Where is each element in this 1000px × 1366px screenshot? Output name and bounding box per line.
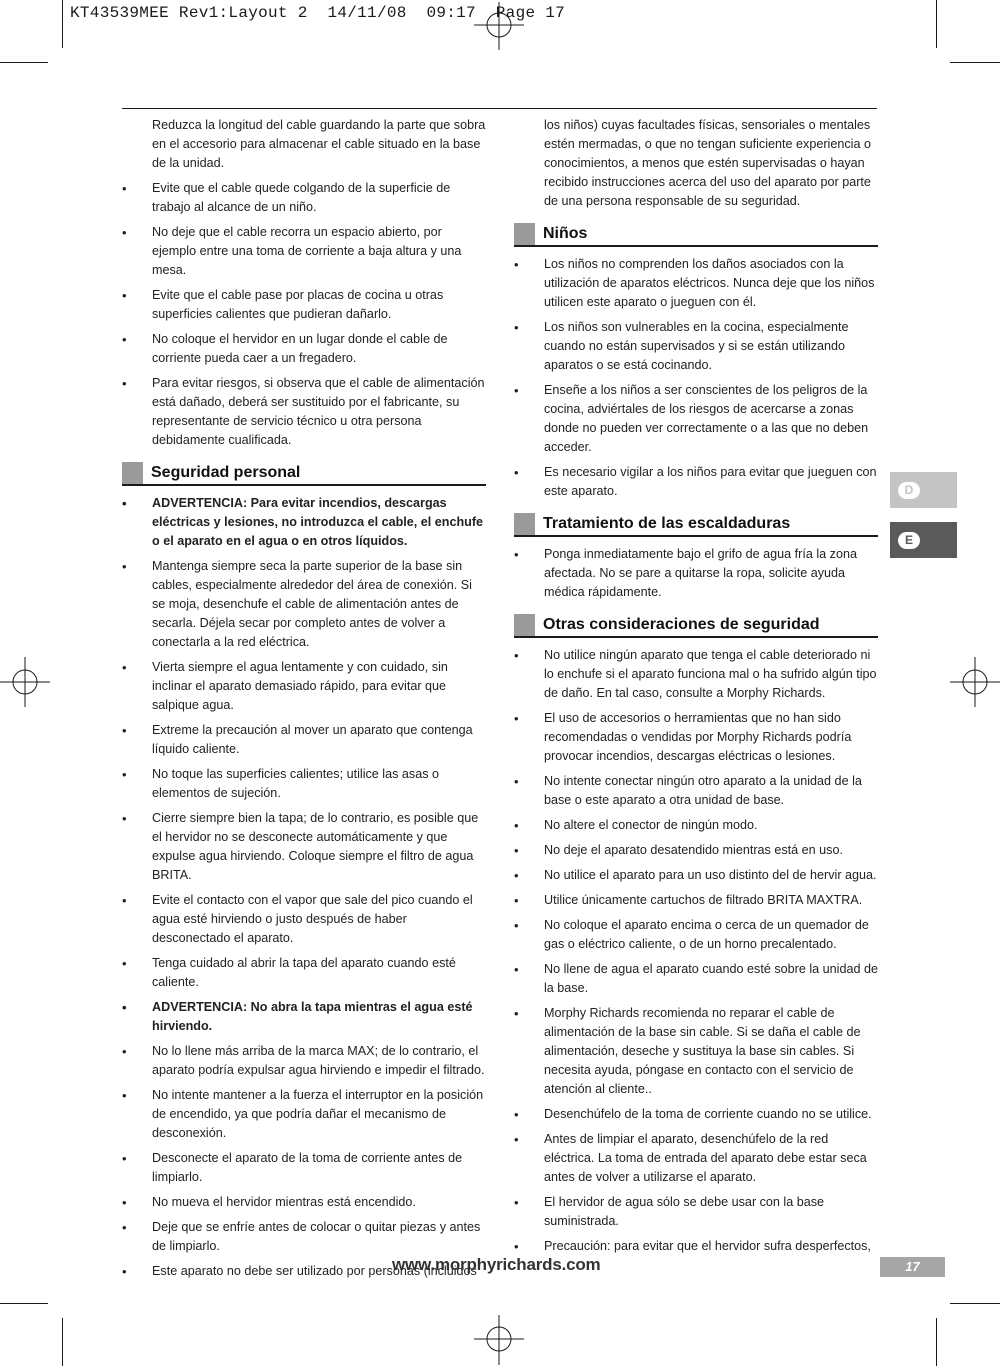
- section-title: Niños: [543, 225, 588, 242]
- list-item: • Enseñe a los niños a ser conscientes de los peligros de la cocina, adviértales de los riesgos de acercarse a zonas donde no pueden ver correctamente o a las que no deben acceder.: [514, 381, 878, 457]
- list-item: • Vierta siempre el agua lentamente y con cuidado, sin inclinar el aparato demasiado rápido, para evitar que salpique agua.: [122, 658, 486, 715]
- list-item: • El uso de accesorios o herramientas que no han sido recomendadas o vendidas por Morphy Richards podría provocar incendios, descargas eléctricas o lesiones.: [514, 709, 878, 766]
- list-item: • No llene de agua el aparato cuando esté sobre la unidad de la base.: [514, 960, 878, 998]
- registration-mark-icon: [950, 657, 1000, 707]
- page-number: 17: [880, 1257, 945, 1277]
- right-column: [514, 116, 878, 1262]
- section-marker: [122, 462, 143, 484]
- list-item: • Utilice únicamente cartuchos de filtrado BRITA MAXTRA.: [514, 891, 878, 910]
- section-marker: [514, 614, 535, 636]
- registration-mark-icon: [474, 1315, 524, 1365]
- list-item: • No intente conectar ningún otro aparato a la unidad de la base o este aparato a otra unidad de base.: [514, 772, 878, 810]
- crop-mark: [936, 0, 937, 48]
- section-heading-ninos: [514, 223, 878, 247]
- list-item: • Evite que el cable quede colgando de la superficie de trabajo al alcance de un niño.: [122, 179, 486, 217]
- section-marker: [514, 513, 535, 535]
- list-item: • Para evitar riesgos, si observa que el cable de alimentación está dañado, deberá ser sustituido por el fabricante, su representante de servicio técnico u otra persona debidamente cualificada.: [122, 374, 486, 450]
- crop-mark: [0, 62, 48, 63]
- list-item: • Desenchúfelo de la toma de corriente cuando no se utilice.: [514, 1105, 878, 1124]
- list-item: • No lo llene más arriba de la marca MAX; de lo contrario, el aparato podría expulsar agua hirviendo e impedir el filtrado.: [122, 1042, 486, 1080]
- list-item: • Desconecte el aparato de la toma de corriente antes de limpiarlo.: [122, 1149, 486, 1187]
- section-heading-personal: [122, 462, 486, 486]
- list-item: • No toque las superficies calientes; utilice las asas o elementos de sujeción.: [122, 765, 486, 803]
- section-marker: [514, 223, 535, 245]
- crop-mark: [936, 1318, 937, 1366]
- printer-slug: KT43539MEE Rev1:Layout 2 14/11/08 09:17 Page 17: [70, 4, 566, 22]
- section-heading-escaldaduras: [514, 513, 878, 537]
- language-tab-label: D: [898, 482, 920, 499]
- list-item: • No intente mantener a la fuerza el interruptor en la posición de encendido, ya que podría dañar el mecanismo de desconexión.: [122, 1086, 486, 1143]
- crop-mark: [950, 62, 1000, 63]
- list-item: • Los niños son vulnerables en la cocina, especialmente cuando no están supervisados y si se están utilizando aparatos o se está cocinando.: [514, 318, 878, 375]
- section-title: Tratamiento de las escaldaduras: [543, 515, 791, 532]
- list-item: • Evite el contacto con el vapor que sale del pico cuando el agua esté hirviendo o justo después de haber desconectado el aparato.: [122, 891, 486, 948]
- registration-mark-icon: [474, 2, 524, 52]
- cable-safety-list: [122, 179, 486, 450]
- list-item: • Morphy Richards recomienda no reparar el cable de alimentación de la base sin cable. Si se daña el cable de alimentación, deseche y sustituya la base sin cables. Si necesita ayuda, póngase en contacto con el servicio de atención al cliente..: [514, 1004, 878, 1099]
- crop-mark: [0, 1303, 48, 1304]
- crop-mark: [950, 1303, 1000, 1304]
- warning-item: • ADVERTENCIA: Para evitar incendios, descargas eléctricas y lesiones, no introduzca el cable, el enchufe o el aparato en el agua o en otros líquidos.: [122, 494, 486, 551]
- personal-safety-list: [122, 494, 486, 1281]
- scald-list: [514, 545, 878, 602]
- list-item: • Cierre siempre bien la tapa; de lo contrario, es posible que el hervidor no se desconecte automáticamente y que expulse agua hirviendo. Coloque siempre el filtro de agua BRITA.: [122, 809, 486, 885]
- language-tab-d: [890, 472, 957, 508]
- crop-mark: [62, 1318, 63, 1366]
- list-item: • No deje el aparato desatendido mientras está en uso.: [514, 841, 878, 860]
- left-column: [122, 116, 486, 1287]
- list-item: • No altere el conector de ningún modo.: [514, 816, 878, 835]
- list-item: • Ponga inmediatamente bajo el grifo de agua fría la zona afectada. No se pare a quitarse la ropa, solicite ayuda médica rápidamente.: [514, 545, 878, 602]
- list-item: • Evite que el cable pase por placas de cocina u otras superficies calientes que pudieran dañarlo.: [122, 286, 486, 324]
- children-list: [514, 255, 878, 501]
- list-item: • No coloque el hervidor en un lugar donde el cable de corriente pueda caer a un fregadero.: [122, 330, 486, 368]
- section-title: Otras consideraciones de seguridad: [543, 616, 820, 633]
- list-item: • No utilice el aparato para un uso distinto del de hervir agua.: [514, 866, 878, 885]
- list-item: • El hervidor de agua sólo se debe usar con la base suministrada.: [514, 1193, 878, 1231]
- language-tab-e: [890, 522, 957, 558]
- intro-paragraph: Reduzca la longitud del cable guardando la parte que sobra en el accesorio para almacenar el cable situado en la base de la unidad.: [152, 118, 486, 170]
- list-item: • Tenga cuidado al abrir la tapa del aparato cuando esté caliente.: [122, 954, 486, 992]
- website-url: www.morphyrichards.com: [392, 1255, 601, 1274]
- list-item: • No coloque el aparato encima o cerca de un quemador de gas o eléctrico caliente, o de un horno precalentado.: [514, 916, 878, 954]
- list-item: • Los niños no comprenden los daños asociados con la utilización de aparatos eléctricos. Nunca deje que los niños utilicen este aparato o jueguen con él.: [514, 255, 878, 312]
- list-item: • No mueva el hervidor mientras está encendido.: [122, 1193, 486, 1212]
- continued-paragraph: los niños) cuyas facultades físicas, sensoriales o mentales estén mermadas, o que no tengan suficiente experiencia o conocimientos, a menos que estén supervisadas o hayan recibido instrucciones acerca del uso del aparato por parte de una persona responsable de su seguridad.: [544, 118, 871, 208]
- list-item: • Precaución: para evitar que el hervidor sufra desperfectos,: [514, 1237, 878, 1256]
- list-item: • Deje que se enfríe antes de colocar o quitar piezas y antes de limpiarlo.: [122, 1218, 486, 1256]
- section-title: Seguridad personal: [151, 464, 301, 481]
- language-tab-label: E: [898, 532, 920, 549]
- warning-item: • ADVERTENCIA: No abra la tapa mientras el agua esté hirviendo.: [122, 998, 486, 1036]
- list-item: • Es necesario vigilar a los niños para evitar que jueguen con este aparato.: [514, 463, 878, 501]
- list-item: • Extreme la precaución al mover un aparato que contenga líquido caliente.: [122, 721, 486, 759]
- list-item: • No deje que el cable recorra un espacio abierto, por ejemplo entre una toma de corriente a baja altura y una mesa.: [122, 223, 486, 280]
- list-item: • Mantenga siempre seca la parte superior de la base sin cables, especialmente alrededor del área de conexión. Si se moja, desenchufe el cable de alimentación antes de secarla. Déjela secar por completo antes de volver a conectarla a la red eléctrica.: [122, 557, 486, 652]
- other-safety-list: [514, 646, 878, 1256]
- section-heading-otras: [514, 614, 878, 638]
- list-item: • Este aparato no debe ser utilizado por personas (incluidos: [122, 1262, 486, 1281]
- list-item: • Antes de limpiar el aparato, desenchúfelo de la red eléctrica. La toma de entrada del aparato debe estar seca antes de volver a utilizarse el aparato.: [514, 1130, 878, 1187]
- crop-mark: [62, 0, 63, 48]
- registration-mark-icon: [0, 657, 50, 707]
- header-rule: [122, 108, 877, 109]
- list-item: • No utilice ningún aparato que tenga el cable deteriorado ni lo enchufe si el aparato funciona mal o ha sufrido algún tipo de daño. En tal caso, consulte a Morphy Richards.: [514, 646, 878, 703]
